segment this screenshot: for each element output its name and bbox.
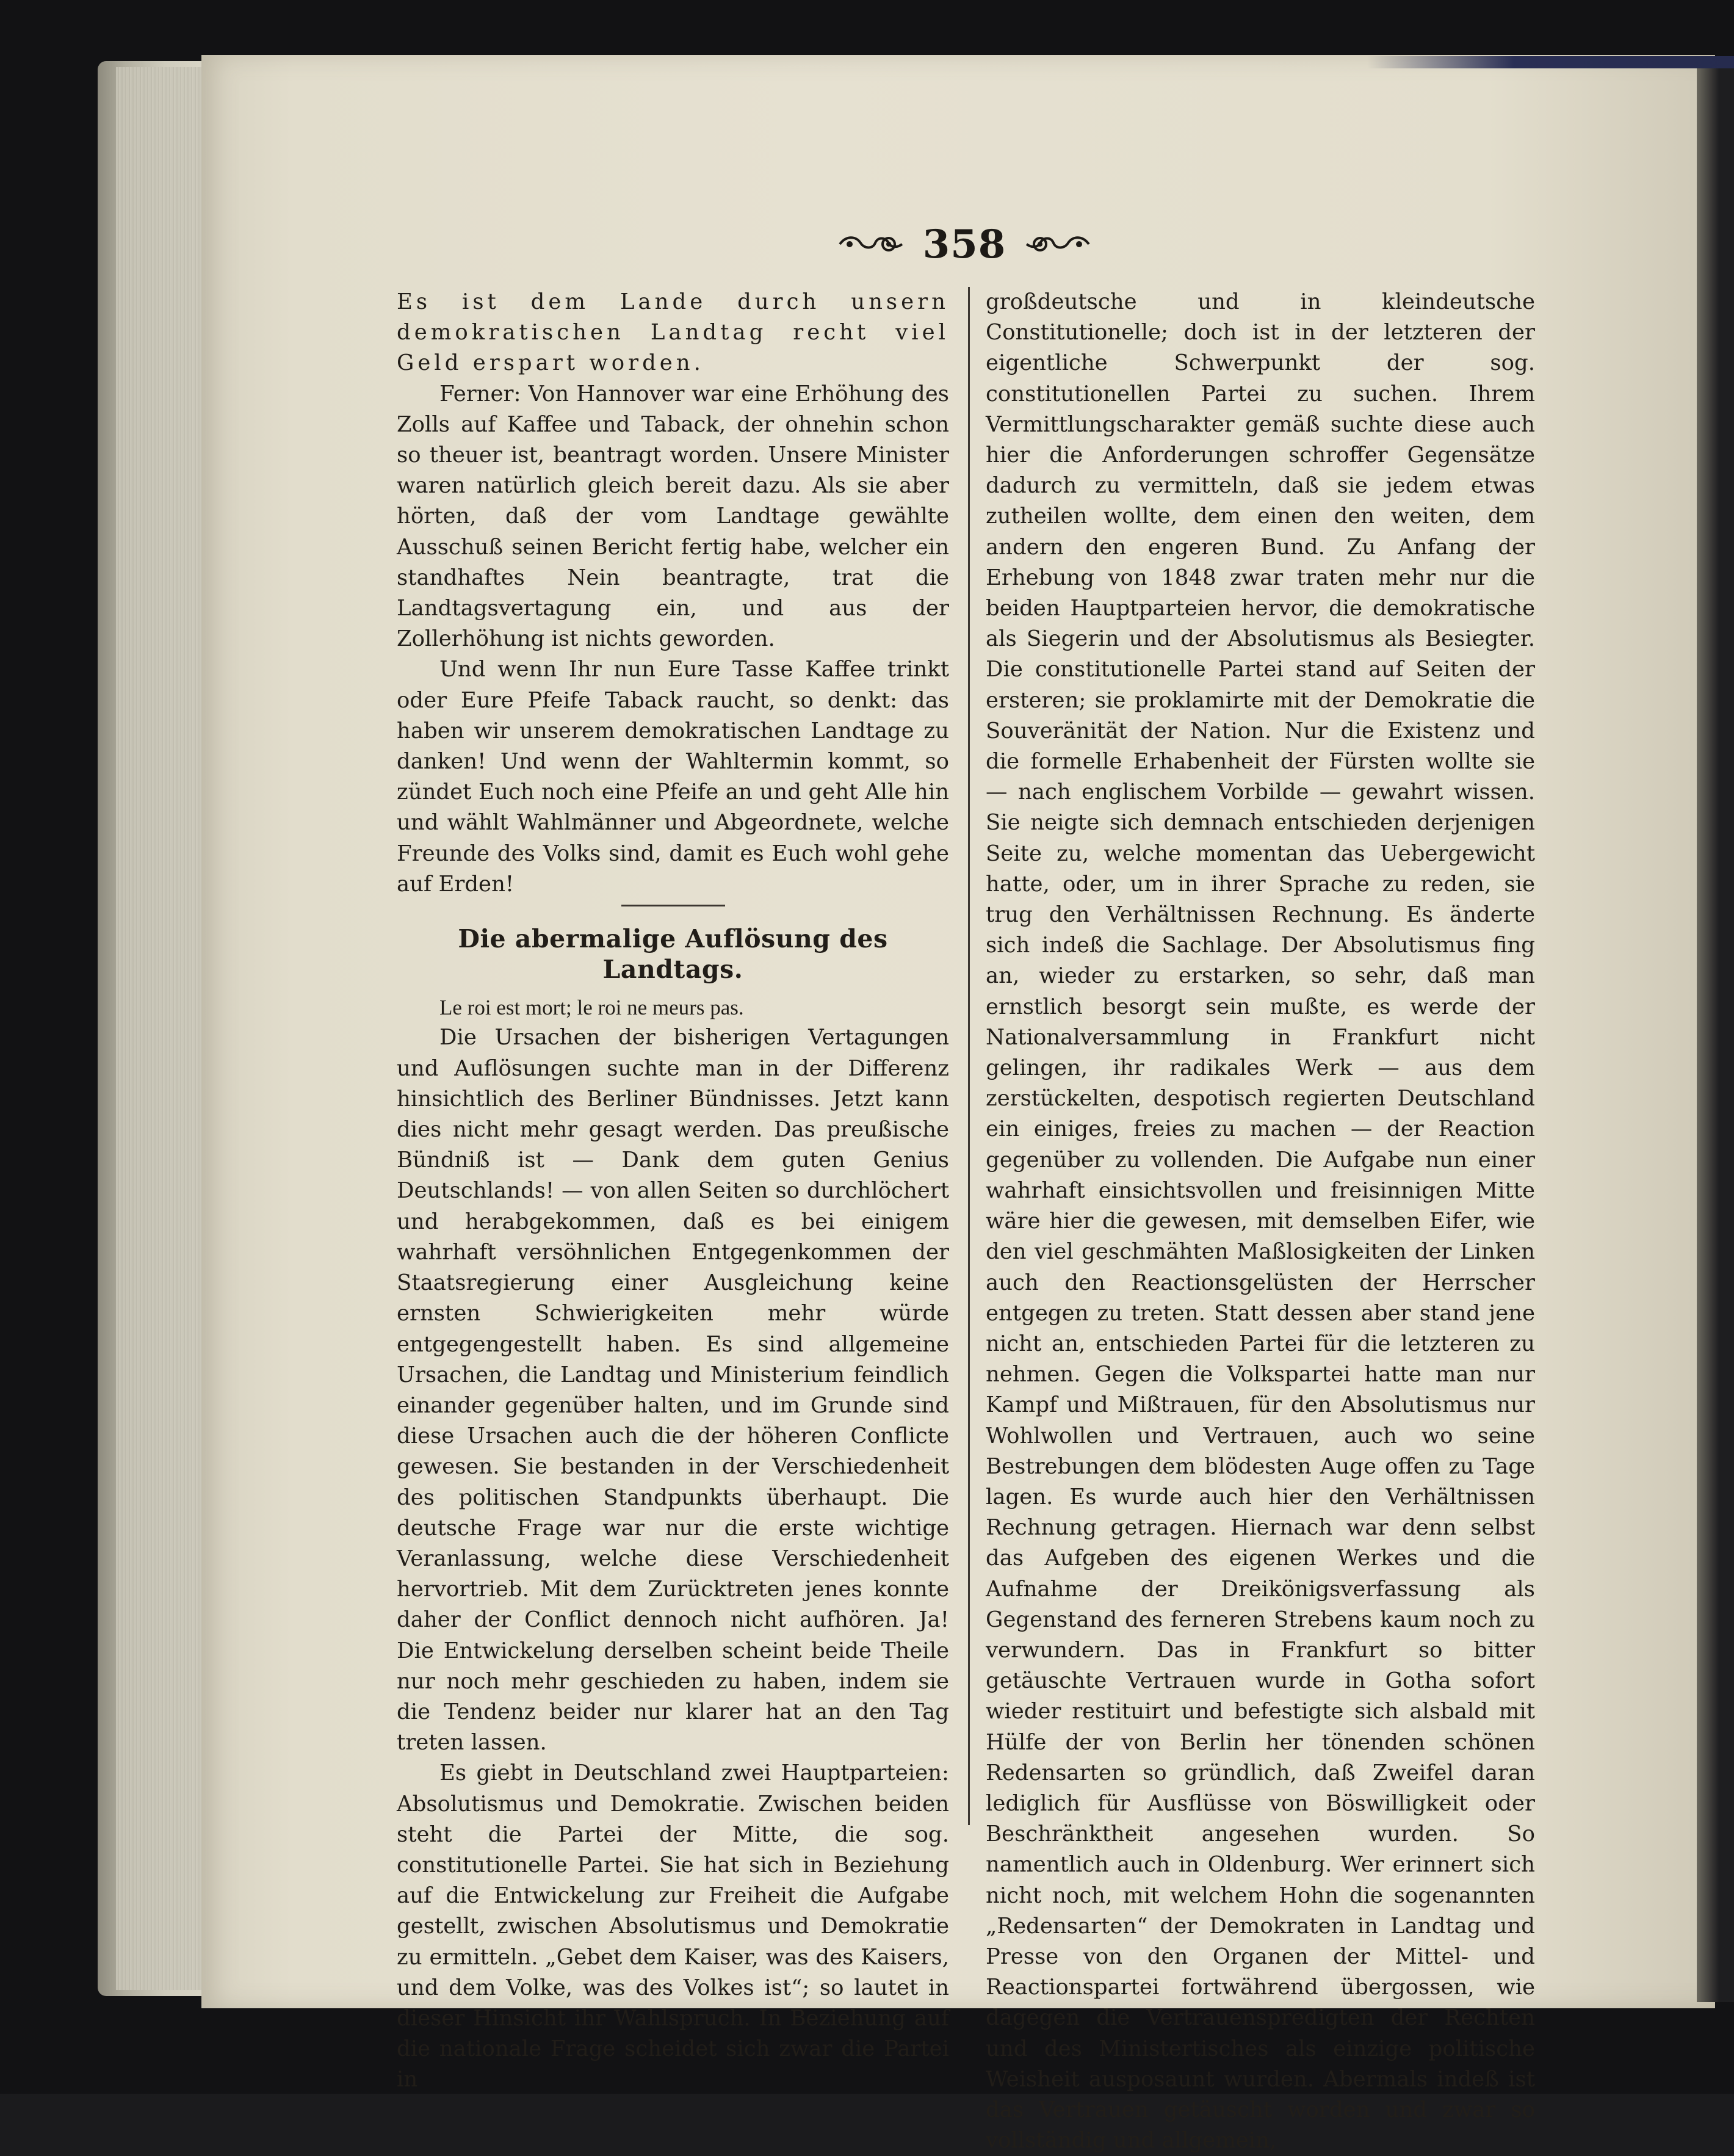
scroll-ornament-icon	[1024, 231, 1091, 258]
cover-blue-edge	[1367, 56, 1734, 68]
right-paragraph-1: großdeutsche und in kleindeutsche Constitutionelle; doch ist in der letzteren der eigentliche Schwerpunkt der sog. constitutionellen Partei zu suchen. Ihrem Vermittlungscharakter gemäß suchte diese auch hier die Anforderungen schroffer Gegensätze dadurch zu vermitteln, daß sie jedem etwas zutheilen wollte, dem einen den weiten, dem andern den engeren Bund. Zu Anfang der Erhebung von 1848 zwar traten mehr nur die beiden Hauptparteien hervor, die demokratische als Siegerin und der Absolutismus als Besiegter. Die constitutionelle Partei stand auf Seiten der ersteren; sie proklamirte mit der Demokratie die Souveränität der Nation. Nur die Existenz und die formelle Erhabenheit der Fürsten wollte sie — nach englischem Vorbilde — gewahrt wissen. Sie neigte sich demnach entschieden derjenigen Seite zu, welche momentan das Uebergewicht hatte, oder, um in ihrer Sprache zu reden, sie trug den Verhältnissen Rechnung. Es änderte sich indeß die Sachlage. Der Absolutismus fing an, wieder zu erstarken, so sehr, daß man ernstlich besorgt sein mußte, es werde der Nationalversammlung in Frankfurt nicht gelingen, ihr radikales Werk — aus dem zerstückelten, despotisch regierten Deutschland ein einiges, freies zu machen — der Reaction gegenüber zu vollenden. Die Aufgabe nun einer wahrhaft einsichtsvollen und freisinnigen Mitte wäre hier die gewesen, mit demselben Eifer, wie den viel geschmähten Maßlosigkeiten der Linken auch den Reactionsgelüsten der Herrscher entgegen zu treten. Statt dessen aber stand jene nicht an, entschieden Partei für die letzteren zu nehmen. Gegen die Volkspartei hatte man nur Kampf und Mißtrauen, für den Absolutismus nur Wohlwollen und Vertrauen, auch wo seine Bestrebungen dem blödesten Auge offen zu Tage lagen. Es wurde auch hier den Verhältnissen Rechnung getragen. Hiernach war denn selbst das Aufgeben des eigenen Werkes und die Aufnahme der Dreikönigsverfassung als Gegenstand des ferneren Strebens kaum noch zu verwundern. Das in Frankfurt so bitter getäuschte Vertrauen wurde in Gotha sofort wieder restituirt und befestigte sich alsbald mit Hülfe der von Berlin her tönenden schönen Redensarten so gründlich, daß Zweifel daran lediglich für Ausflüsse von Böswilligkeit oder Beschränktheit angesehen wurden. So namentlich auch in Oldenburg. Wer erinnert sich nicht noch, mit welchem Hohn die sogenannten „Redensarten“ der Demokraten in Landtag und Presse von den Organen der Mittel- und Reactionspartei fortwährend übergossen, wie dagegen die Vertrauenspredigten der Rechten und des Ministertisches als einzige politische Weisheit ausposaunt wurden. Abermals indeß ist das Vertrauen getäuscht worden und zwar so vollständig und allgemein,	[986, 289, 1535, 2154]
scroll-ornament-icon	[837, 231, 905, 258]
intro-paragraph-2: Ferner: Von Hannover war eine Erhöhung des Zolls auf Kaffee und Taback, der ohnehin schon so theuer ist, beantragt worden. Unsere Minister waren natürlich gleich bereit dazu. Als sie aber hörten, daß der vom Landtage gewählte Ausschuß seinen Bericht fertig habe, welcher ein standhaftes Nein beantragte, trat die Landtagsvertagung ein, und aus der Zollerhöhung ist nichts geworden.	[397, 381, 949, 652]
left-column	[397, 287, 949, 2096]
section-paragraph-1: Die Ursachen der bisherigen Vertagungen und Auflösungen suchte man in der Differenz hinsichtlich des Berliner Bündnisses. Jetzt kann dies nicht mehr gesagt werden. Das preußische Bündniß ist — Dank dem guten Genius Deutschlands! — von allen Seiten so durchlöchert und herabgekommen, daß es bei einigem wahrhaft versöhnlichen Entgegenkommen der Staatsregierung einer Ausgleichung keine ernsten Schwierigkeiten mehr würde entgegengestellt haben. Es sind allgemeine Ursachen, die Landtag und Ministerium feindlich einander gegenüber halten, und im Grunde sind diese Ursachen auch die der höheren Conflicte gewesen. Sie bestanden in der Verschiedenheit des politischen Standpunkts überhaupt. Die deutsche Frage war nur die erste wichtige Veranlassung, welche diese Verschiedenheit hervortrieb. Mit dem Zurücktreten jenes konnte daher der Conflict dennoch nicht aufhören. Ja! Die Entwickelung derselben scheint beide Theile nur noch mehr geschieden zu haben, indem sie die Tendenz beider nur klarer hat an den Tag treten lassen.	[397, 1025, 949, 1756]
page-stack-edges	[116, 67, 208, 1990]
section-title: Die abermalige Auflösung des Landtags.	[458, 924, 888, 985]
column-divider	[968, 287, 970, 1825]
right-column	[986, 287, 1535, 2156]
section-separator-rule	[621, 905, 725, 906]
page-number: 358	[922, 221, 1006, 267]
epigraph: Le roi est mort; le roi ne meurs pas.	[439, 996, 744, 1020]
page-header	[793, 220, 1135, 269]
book-gutter	[1697, 67, 1734, 2002]
intro-paragraph-1: Es ist dem Lande durch unsern demokratischen Landtag recht viel Geld erspart worden.	[397, 289, 949, 376]
intro-paragraph-3: Und wenn Ihr nun Eure Tasse Kaffee trinkt oder Eure Pfeife Taback raucht, so denkt: das haben wir unserem demokratischen Landtage zu danken! Und wenn der Wahltermin kommt, so zündet Euch noch eine Pfeife an und geht Alle hin und wählt Wahlmänner und Abgeordnete, welche Freunde des Volks sind, damit es Euch wohl gehe auf Erden!	[397, 657, 949, 897]
section-paragraph-2: Es giebt in Deutschland zwei Hauptparteien: Absolutismus und Demokratie. Zwischen beiden steht die Partei der Mitte, die sog. constitutionelle Partei. Sie hat sich in Beziehung auf die Entwickelung zur Freiheit die Aufgabe gestellt, zwischen Absolutismus und Demokratie zu ermitteln. „Gebet dem Kaiser, was des Kaisers, und dem Volke, was des Volkes ist“; so lautet in dieser Hinsicht ihr Wahlspruch. In Beziehung auf die nationale Frage scheidet sich zwar die Partei in	[397, 1760, 949, 2093]
